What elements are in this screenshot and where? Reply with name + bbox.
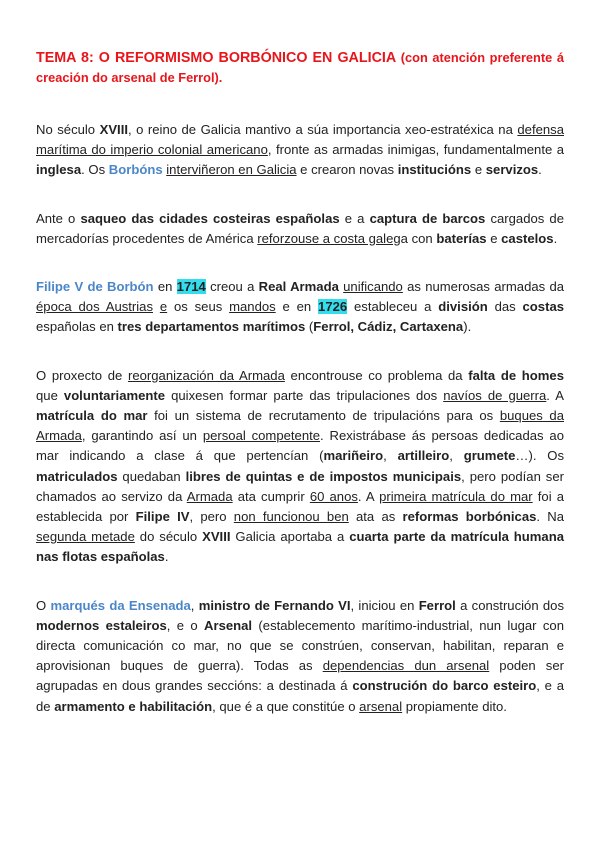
paragraph-5 <box>36 596 564 717</box>
highlighted-name: Filipe V de Borbón <box>36 279 154 295</box>
text: e en <box>275 299 319 315</box>
text: …). Os <box>515 448 565 464</box>
paragraph-2 <box>36 209 564 249</box>
underlined-text: reforzouse a costa galeg <box>257 230 401 246</box>
emphasis: Real Armada <box>258 279 339 295</box>
emphasis: matrícula do mar <box>36 408 148 424</box>
text: e a <box>339 210 370 226</box>
text: españolas en <box>36 319 118 335</box>
text: ). <box>463 319 472 335</box>
paragraph-3 <box>36 277 564 338</box>
text: ata cumprir <box>232 488 310 504</box>
text: en <box>153 279 177 295</box>
text: quedaban <box>117 468 186 484</box>
text: os seus <box>167 299 230 315</box>
emphasis: artilleiro <box>397 448 450 464</box>
underlined-text: primeira matrícula do mar <box>379 488 533 504</box>
emphasis: captura de barcos <box>369 210 486 226</box>
underlined-text: dependencias dun arsenal <box>322 658 490 674</box>
text: as numerosas armadas da <box>402 279 565 295</box>
text: . <box>553 230 558 246</box>
text: , pero podían ser chamados ao servizo da <box>36 468 564 504</box>
emphasis: Filipe IV <box>135 509 190 525</box>
emphasis: armamento e habilitación <box>54 698 213 714</box>
text: , o reino de Galicia mantivo a súa importancia xeo-estratéxica na <box>127 122 518 137</box>
emphasis: libres de quintas e de impostos municipais <box>185 468 462 484</box>
text: , iniciou en <box>350 597 419 613</box>
document-page <box>36 48 564 745</box>
underlined-text: navíos de guerra <box>443 387 547 403</box>
underlined-text: buques da Armada <box>36 408 564 444</box>
emphasis: baterías <box>436 230 487 246</box>
underlined-text: unificando <box>343 279 403 295</box>
highlighted-name: Borbóns <box>108 162 163 178</box>
emphasis: castelos <box>501 230 554 246</box>
emphasis: mariñeiro <box>323 448 384 464</box>
text: , e o <box>166 617 205 633</box>
text: . Na <box>536 509 565 525</box>
title-subtitle: (con atención preferente á creación do arsenal de Ferrol). <box>36 50 564 85</box>
text: , pero <box>189 509 234 525</box>
text: das <box>487 299 523 315</box>
underlined-text: arsenal <box>359 698 403 714</box>
text: do século <box>134 529 203 545</box>
emphasis: tres departamentos marítimos <box>117 319 306 335</box>
paragraph-4 <box>36 366 564 568</box>
emphasis: servizos <box>485 162 539 178</box>
text: ( <box>305 319 314 335</box>
underlined-text: Armada <box>186 488 233 504</box>
emphasis: cuarta parte da matrícula humana nas flotas españolas <box>36 529 564 565</box>
text: , <box>383 448 398 464</box>
text: poden ser agrupadas en dous grandes seccións: a destinada á <box>36 658 564 694</box>
text: ata as <box>348 509 403 525</box>
underlined-text: 60 anos <box>309 488 358 504</box>
underlined-text: reorganización da Armada <box>127 367 285 383</box>
highlighted-year: 1714 <box>176 279 206 295</box>
text: propiamente dito. <box>402 698 507 714</box>
emphasis: ministro de Fernando VI <box>198 597 351 613</box>
emphasis: XVIII <box>99 122 128 137</box>
underlined-text: non funcionou ben <box>233 509 349 525</box>
emphasis: falta de homes <box>468 367 564 383</box>
underlined-text: persoal competente <box>202 428 321 444</box>
text <box>153 299 160 314</box>
highlighted-year: 1726 <box>318 299 348 315</box>
text: e crearon novas <box>296 162 398 178</box>
text: quixesen formar parte das tripulaciones dos <box>165 387 444 403</box>
emphasis: costas <box>522 299 565 315</box>
text: a construción dos <box>455 597 564 613</box>
text: encontrouse co problema da <box>284 367 469 383</box>
text: que <box>36 387 64 403</box>
emphasis: grumete <box>463 448 516 464</box>
text: No século <box>36 122 100 137</box>
text: , que é a que constitúe o <box>212 698 360 714</box>
text: foi un sistema de recrutamento de tripulacións para os <box>147 408 500 424</box>
emphasis: Ferrol <box>418 597 456 613</box>
emphasis: saqueo das cidades costeiras españolas <box>80 210 340 226</box>
text: e <box>471 162 486 178</box>
document-title <box>36 48 564 88</box>
emphasis: institucións <box>397 162 472 178</box>
text: . <box>538 162 542 178</box>
text: . Os <box>81 162 109 178</box>
emphasis: Arsenal <box>204 617 253 633</box>
highlighted-name: marqués da Ensenada <box>50 597 191 613</box>
emphasis: XVIII <box>202 529 231 545</box>
text: (establecemento marítimo-industrial, nun lugar con directa comunicación co mar, no que se constrúen, conservan, habilitan, reparan e aprovisionan buques de guerra). Todas as <box>36 617 564 674</box>
underlined-text: mandos <box>229 299 276 315</box>
title-main: TEMA 8: O REFORMISMO BORBÓNICO EN GALICIA <box>36 50 396 66</box>
emphasis: construción do barco esteiro <box>352 678 537 694</box>
emphasis: Ferrol, Cádiz, Cartaxena <box>313 319 464 335</box>
text: cargados de mercadorías procedentes de América <box>36 210 564 246</box>
paragraph-1 <box>36 120 564 181</box>
text: O <box>36 597 51 613</box>
text: O proxecto de <box>36 367 128 383</box>
text: , e a de <box>36 678 565 714</box>
underlined-text: e <box>159 299 168 315</box>
text: estableceu a <box>347 299 439 315</box>
emphasis: inglesa <box>36 162 82 178</box>
text: , garantindo así un <box>81 428 203 444</box>
emphasis: división <box>438 299 488 315</box>
emphasis: reformas borbónicas <box>402 509 537 525</box>
text: . Rexistrábase ás persoas dedicadas ao mar indicando a clase á que pertencían ( <box>36 428 564 464</box>
text: , <box>449 448 464 464</box>
emphasis: matriculados <box>36 468 118 484</box>
underlined-text: interviñeron en Galicia <box>166 162 297 178</box>
text: . <box>164 549 169 565</box>
emphasis: modernos estaleiros <box>36 617 167 633</box>
text: foi a establecida por <box>36 488 565 525</box>
text: Galicia aportaba a <box>230 529 350 545</box>
text: Ante o <box>36 210 81 226</box>
emphasis: voluntariamente <box>63 387 166 403</box>
text: , fronte as armadas inimigas, fundamentalmente a <box>267 142 564 158</box>
underlined-text: segunda metade <box>36 529 135 545</box>
underlined-text: defensa marítima do imperio colonial americano <box>36 122 564 158</box>
text: , <box>190 597 199 613</box>
text: a con <box>400 230 437 246</box>
underlined-text: época dos Austrias <box>36 299 154 315</box>
text: creou a <box>205 279 259 295</box>
text: . A <box>546 387 564 403</box>
text: . A <box>357 488 380 504</box>
text: e <box>486 230 502 246</box>
